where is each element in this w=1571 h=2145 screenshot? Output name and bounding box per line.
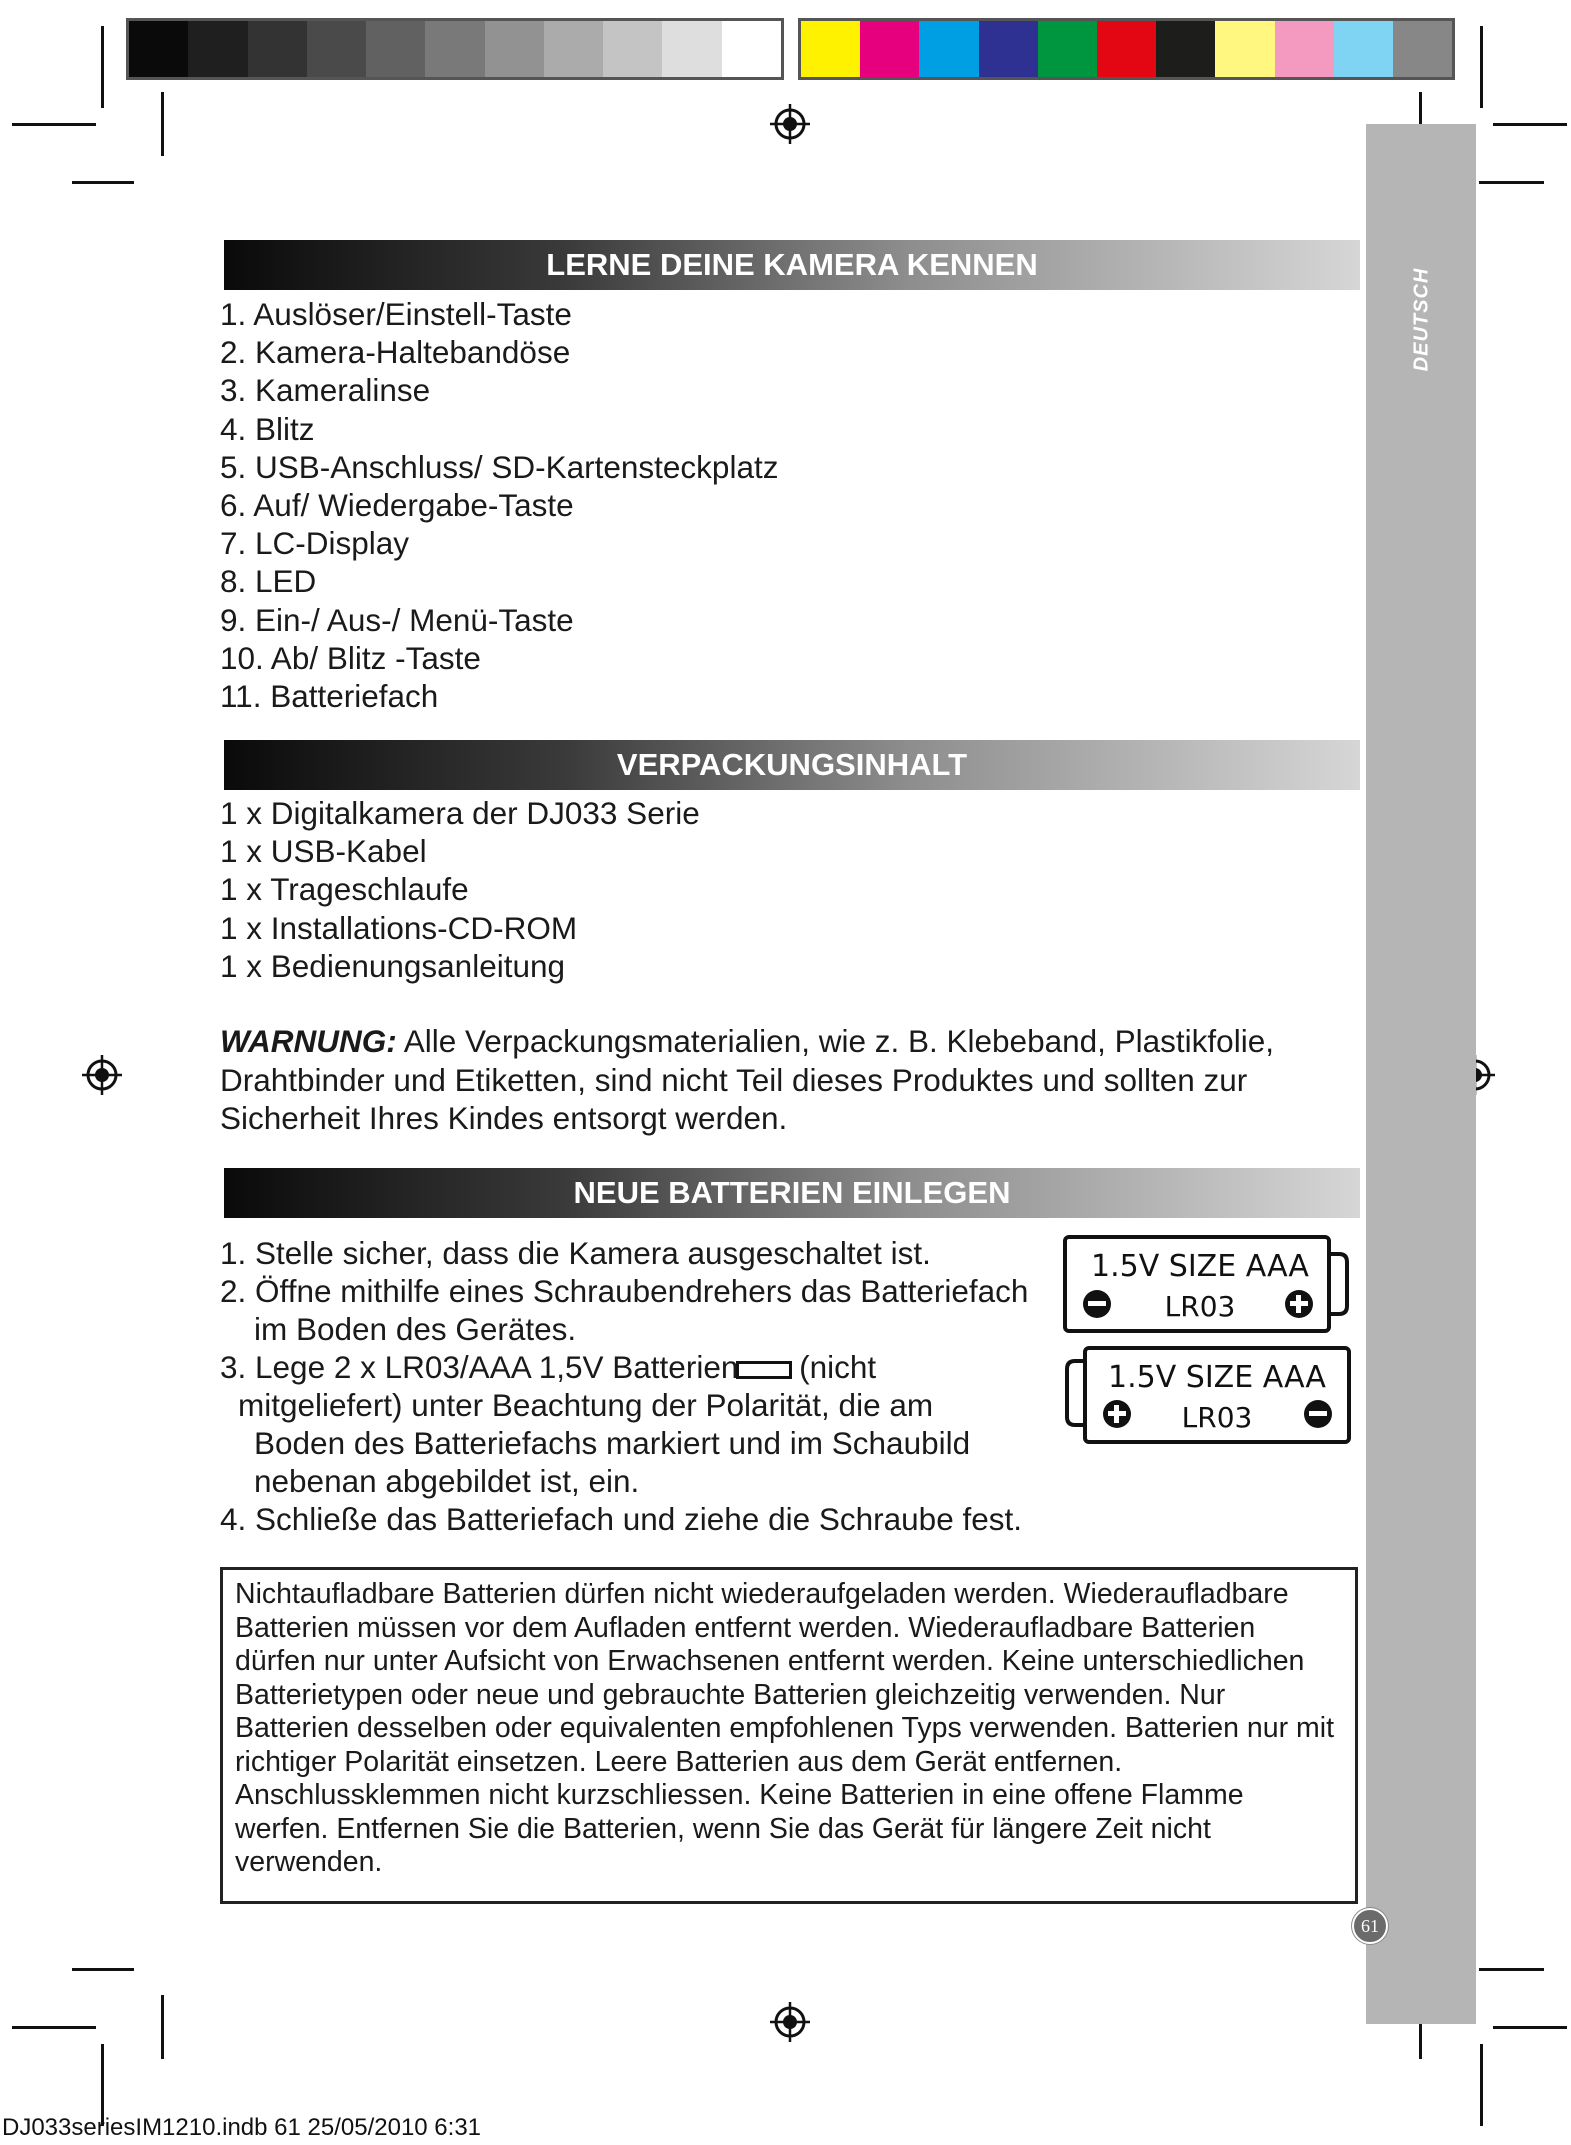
list-item: 7. LC-Display	[220, 525, 410, 562]
color-swatch	[722, 21, 781, 77]
list-item: 1 x Bedienungsanleitung	[220, 947, 566, 984]
camera-parts-list	[220, 295, 778, 715]
step-3-continued: Boden des Batteriefachs markiert und im Schaubild	[254, 1425, 971, 1461]
section-header-batteries: NEUE BATTERIEN EINLEGEN	[224, 1168, 1360, 1218]
color-swatch	[662, 21, 721, 77]
step-3-continued: nebenan abgebildet ist, ein.	[254, 1463, 640, 1499]
list-item: 3. Kameralinse	[220, 372, 431, 409]
list-item: 10. Ab/ Blitz -Taste	[220, 639, 481, 676]
step-3-text: 3. Lege 2 x LR03/AAA 1,5V Batterien	[220, 1349, 739, 1385]
package-contents-list	[220, 794, 700, 985]
color-swatch	[1275, 21, 1334, 77]
list-item: 1 x Digitalkamera der DJ033 Serie	[220, 795, 700, 831]
battery-icon	[736, 1361, 792, 1379]
color-swatch	[1156, 21, 1215, 77]
color-swatch	[1097, 21, 1156, 77]
step-4: 4. Schließe das Batteriefach und ziehe die Schraube fest.	[220, 1501, 1022, 1537]
color-swatch	[248, 21, 307, 77]
list-item: 8. LED	[220, 563, 317, 600]
color-swatch	[544, 21, 603, 77]
print-slug-footer: DJ033seriesIM1210.indb 61 25/05/2010 6:31	[2, 2114, 482, 2141]
color-swatch	[366, 21, 425, 77]
list-item: 11. Batteriefach	[220, 678, 439, 715]
grayscale-color-bar	[126, 18, 784, 80]
color-swatch	[1215, 21, 1274, 77]
list-item: 1. Auslöser/Einstell-Taste	[220, 296, 572, 332]
list-item: 1 x Trageschlaufe	[220, 871, 469, 908]
section-header-camera: LERNE DEINE KAMERA KENNEN	[224, 240, 1360, 290]
language-side-tab	[1366, 124, 1476, 2024]
step-3-continued: mitgeliefert) unter Beachtung der Polarität, die am	[238, 1387, 934, 1423]
page-number: 61	[1352, 1908, 1388, 1944]
warning-text: Alle Verpackungsmaterialien, wie z. B. Klebeband, Plastikfolie, Drahtbinder und Etiketten, sind nicht Teil dieses Produktes und sollten zur Sicherheit Ihres Kindes entsorgt werden.	[220, 1023, 1274, 1136]
list-item: 6. Auf/ Wiedergabe-Taste	[220, 487, 574, 524]
color-swatch	[188, 21, 247, 77]
color-swatch	[129, 21, 188, 77]
step-2-continued: im Boden des Gerätes.	[254, 1311, 577, 1347]
battery-polarity-diagram-bottom	[1062, 1343, 1352, 1447]
list-item: 9. Ein-/ Aus-/ Menü-Taste	[220, 601, 574, 638]
language-tab-label: DEUTSCH	[1410, 267, 1433, 372]
warning-label: WARNUNG:	[220, 1023, 397, 1059]
step-1: 1. Stelle sicher, dass die Kamera ausgeschaltet ist.	[220, 1235, 931, 1271]
battery-label-type: LR03	[1181, 1401, 1253, 1434]
registration-mark-icon	[768, 2000, 812, 2044]
color-swatch	[1334, 21, 1393, 77]
battery-label-type: LR03	[1164, 1290, 1236, 1323]
section-header-package: VERPACKUNGSINHALT	[224, 740, 1360, 790]
step-3-text-end: (nicht	[790, 1349, 877, 1385]
color-swatch	[485, 21, 544, 77]
color-swatch	[801, 21, 860, 77]
list-item: 1 x Installations-CD-ROM	[220, 909, 578, 946]
color-swatch	[307, 21, 366, 77]
step-2: 2. Öffne mithilfe eines Schraubendrehers das Batteriefach	[220, 1273, 1029, 1309]
warning-paragraph	[220, 1022, 1370, 1138]
color-swatch	[860, 21, 919, 77]
color-swatch	[979, 21, 1038, 77]
battery-safety-notice: Nichtaufladbare Batterien dürfen nicht wiederaufgeladen werden. Wiederaufladbare Batterien müssen vor dem Aufladen entfernt werden. Wiederaufladbare Batterien dürfen nur unter Aufsicht von Erwachsenen entfernt werden. Keine unterschiedlichen Batterietypen oder neue und gebrauchte Batterien gleichzeitig verwenden. Nur Batterien desselben oder equivalenten empfohlenen Typs verwenden. Batterien nur mit richtiger Polarität einsetzen. Leere Batterien aus dem Gerät entfernen. Anschlussklemmen nicht kurzschliessen. Keine Batterien in eine offene Flamme werfen. Entfernen Sie die Batterien, wenn Sie das Gerät für längere Zeit nicht verwenden.	[220, 1567, 1358, 1904]
color-swatch	[919, 21, 978, 77]
list-item: 5. USB-Anschluss/ SD-Kartensteckplatz	[220, 448, 779, 485]
battery-polarity-diagram-top	[1062, 1232, 1352, 1336]
battery-label-size: 1.5V SIZE AAA	[1108, 1360, 1326, 1395]
color-swatch	[603, 21, 662, 77]
battery-label-size: 1.5V SIZE AAA	[1091, 1249, 1309, 1284]
registration-mark-icon	[768, 102, 812, 146]
color-swatch	[425, 21, 484, 77]
color-swatch	[1393, 21, 1452, 77]
process-color-bar	[798, 18, 1455, 80]
list-item: 1 x USB-Kabel	[220, 833, 427, 870]
list-item: 2. Kamera-Haltebandöse	[220, 334, 571, 371]
registration-mark-icon	[80, 1053, 124, 1097]
color-swatch	[1038, 21, 1097, 77]
list-item: 4. Blitz	[220, 410, 315, 447]
